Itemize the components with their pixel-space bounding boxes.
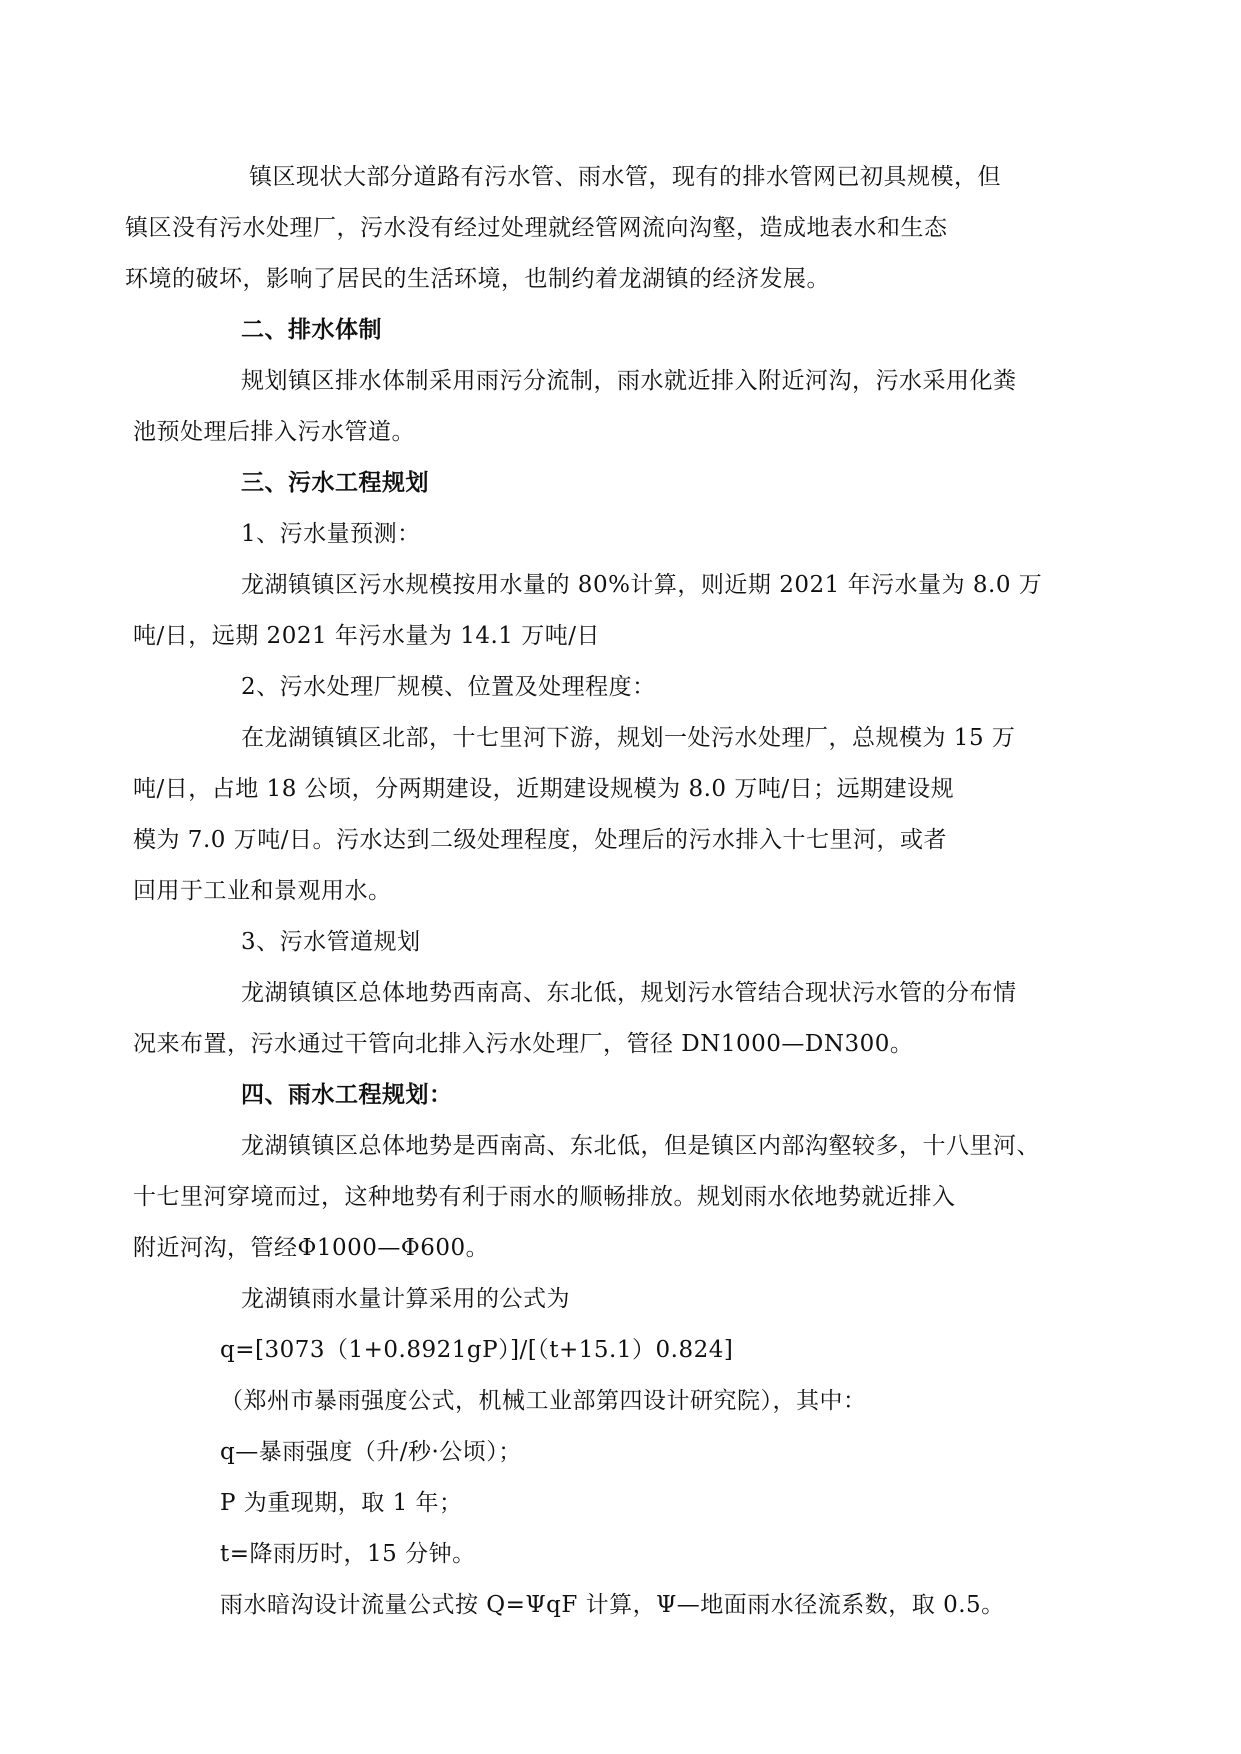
text-line: 龙湖镇镇区污水规模按用水量的 80%计算，则近期 2021 年污水量为 8.0 万	[241, 572, 1043, 598]
paragraph-flow-formula	[187, 1580, 1053, 1631]
text-line: 镇区现状大部分道路有污水管、雨水管，现有的排水管网已初具规模，但	[249, 164, 1001, 190]
text-line: 在龙湖镇镇区北部，十七里河下游，规划一处污水处理厂，总规模为 15 万	[241, 725, 1016, 751]
paragraph-sewer-pipe	[133, 968, 1053, 1070]
text-line: 环境的破坏，影响了居民的生活环境，也制约着龙湖镇的经济发展。	[125, 266, 830, 292]
text-line: 回用于工业和景观用水。	[133, 878, 392, 904]
text-line: 镇区没有污水处理厂，污水没有经过处理就经管网流向沟壑，造成地表水和生态	[125, 215, 948, 241]
text-line: 龙湖镇雨水量计算采用的公式为	[241, 1286, 570, 1312]
text-line: 规划镇区排水体制采用雨污分流制，雨水就近排入附近河沟，污水采用化粪	[241, 368, 1017, 394]
text-line: 十七里河穿境而过，这种地势有利于雨水的顺畅排放。规划雨水依地势就近排入	[133, 1184, 956, 1210]
text-line: q—暴雨强度（升/秒·公顷）；	[220, 1439, 522, 1465]
text-line: 龙湖镇镇区总体地势西南高、东北低，规划污水管结合现状污水管的分布情	[241, 980, 1017, 1006]
heading-text: 四、雨水工程规划：	[241, 1082, 453, 1108]
paragraph-current-status	[125, 152, 1053, 305]
paragraph-formula-t	[187, 1529, 1053, 1580]
subheading-sewage-forecast	[187, 509, 1053, 560]
text-line: P 为重现期，取 1 年；	[220, 1490, 463, 1516]
text-line: 况来布置，污水通过干管向北排入污水处理厂，管径 DN1000—DN300。	[133, 1031, 914, 1057]
heading-drainage-system	[187, 305, 1053, 356]
paragraph-formula-source	[187, 1376, 1053, 1427]
text-line: 吨/日，占地 18 公顷，分两期建设，近期建设规模为 8.0 万吨/日；远期建设规	[133, 776, 955, 802]
paragraph-formula	[187, 1325, 1053, 1376]
formula-line: q=[3073（1+0.8921gP）]/[（t+15.1）0.824]	[220, 1337, 734, 1363]
text-line: t=降雨历时，15 分钟。	[220, 1541, 476, 1567]
document-body	[125, 152, 1053, 1631]
paragraph-sewage-forecast	[133, 560, 1053, 662]
paragraph-treatment-plant	[133, 713, 1053, 917]
text-line: 吨/日，远期 2021 年污水量为 14.1 万吨/日	[133, 623, 600, 649]
paragraph-drainage-system	[133, 356, 1053, 458]
subheading-treatment-plant	[187, 662, 1053, 713]
heading-rainwater-planning	[187, 1070, 1053, 1121]
text-line: 池预处理后排入污水管道。	[133, 419, 415, 445]
heading-text: 二、排水体制	[241, 317, 382, 343]
paragraph-formula-p	[187, 1478, 1053, 1529]
heading-sewage-planning	[187, 458, 1053, 509]
text-line: 模为 7.0 万吨/日。污水达到二级处理程度，处理后的污水排入十七里河，或者	[133, 827, 947, 853]
text-line: 龙湖镇镇区总体地势是西南高、东北低，但是镇区内部沟壑较多，十八里河、	[241, 1133, 1040, 1159]
paragraph-rainwater-planning	[133, 1121, 1053, 1274]
text-line: 2、污水处理厂规模、位置及处理程度：	[241, 674, 656, 700]
paragraph-formula-intro	[187, 1274, 1053, 1325]
text-line: 附近河沟，管经Φ1000—Φ600。	[133, 1235, 490, 1261]
paragraph-formula-q	[187, 1427, 1053, 1478]
text-line: 3、污水管道规划	[241, 929, 421, 955]
text-line: 雨水暗沟设计流量公式按 Q=ΨqF 计算，Ψ—地面雨水径流系数，取 0.5。	[220, 1592, 1005, 1618]
text-line: 1、污水量预测：	[241, 521, 421, 547]
text-line: （郑州市暴雨强度公式，机械工业部第四设计研究院），其中：	[220, 1388, 867, 1414]
subheading-sewer-pipe	[187, 917, 1053, 968]
heading-text: 三、污水工程规划	[241, 470, 429, 496]
